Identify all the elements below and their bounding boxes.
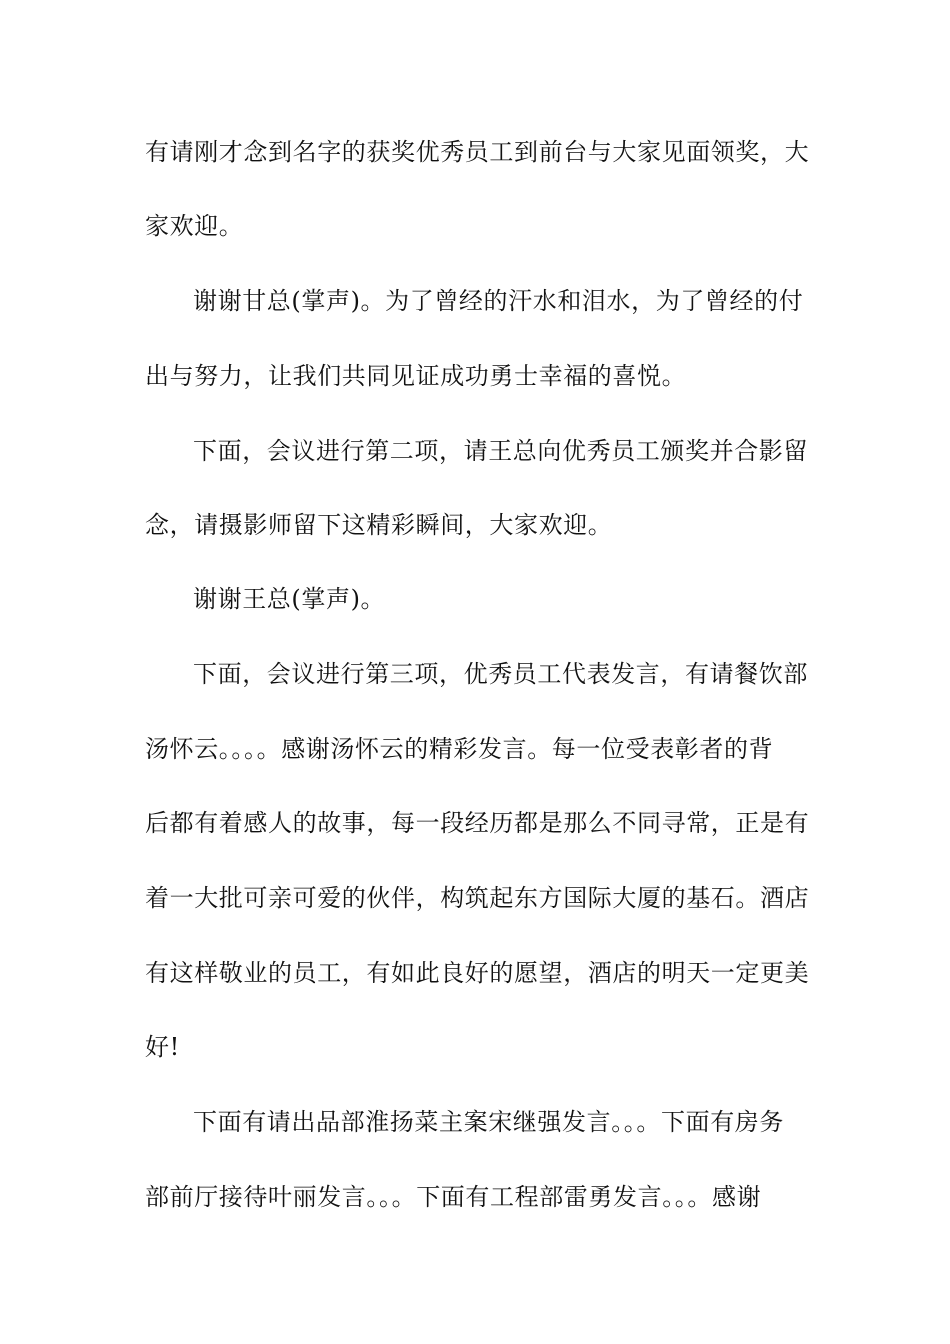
text-line: 有请刚才念到名字的获奖优秀员工到前台与大家见面领奖，大 [145, 138, 810, 166]
text-line: 谢谢甘总(掌声)。为了曾经的汗水和泪水，为了曾经的付 [193, 287, 804, 315]
text-line: 下面，会议进行第三项，优秀员工代表发言，有请餐饮部 [193, 660, 808, 688]
text-line: 出与努力，让我们共同见证成功勇士幸福的喜悦。 [145, 362, 687, 390]
text-line: 谢谢王总(掌声)。 [193, 585, 386, 613]
text-line: 好! [145, 1033, 180, 1061]
text-line: 下面有请出品部淮扬菜主案宋继强发言。。。下面有房务 [193, 1108, 784, 1136]
text-line: 下面，会议进行第二项，请王总向优秀员工颁奖并合影留 [193, 437, 808, 465]
text-line: 后都有着感人的故事，每一段经历都是那么不同寻常，正是有 [145, 809, 810, 837]
text-line: 着一大批可亲可爱的伙伴，构筑起东方国际大厦的基石。酒店 [145, 884, 810, 912]
text-line: 汤怀云。。。。感谢汤怀云的精彩发言。每一位受表彰者的背 [145, 735, 774, 763]
text-line: 家欢迎。 [145, 212, 244, 240]
text-line: 念，请摄影师留下这精彩瞬间，大家欢迎。 [145, 511, 613, 539]
text-line: 部前厅接待叶丽发言。。。下面有工程部雷勇发言。。。感谢 [145, 1183, 762, 1211]
text-line: 有这样敬业的员工，有如此良好的愿望，酒店的明天一定更美 [145, 959, 810, 987]
